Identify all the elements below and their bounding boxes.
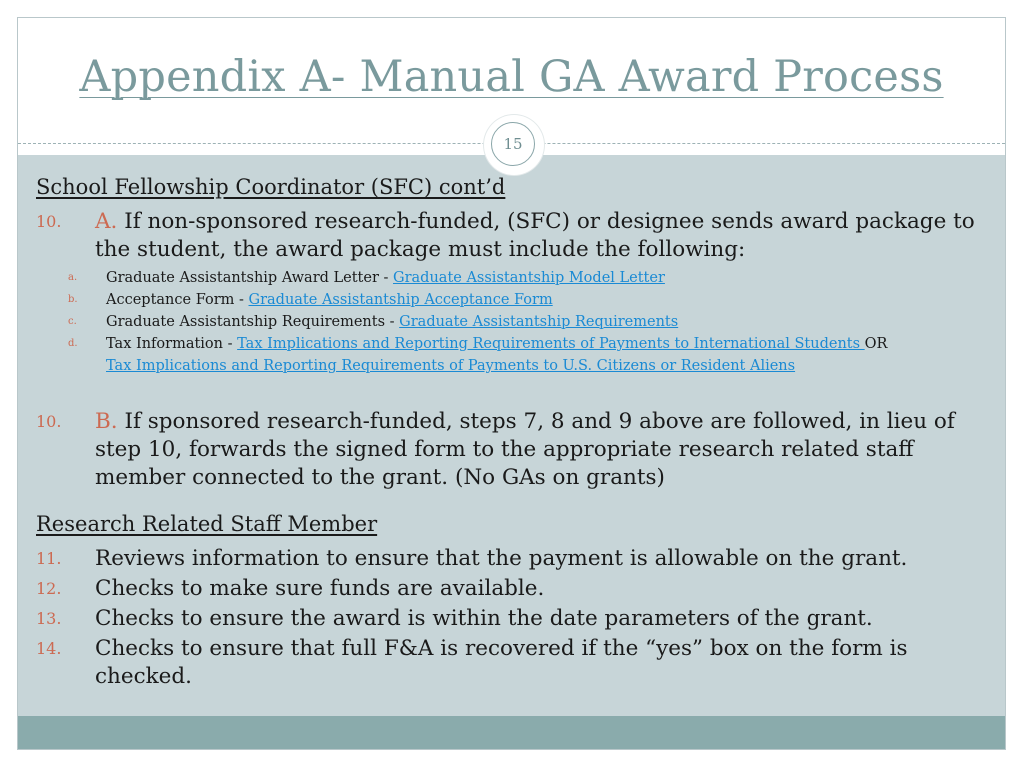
rrsm-section	[36, 512, 987, 536]
item-number: 11.	[36, 549, 62, 568]
page-number: 15	[491, 122, 535, 166]
list-item	[36, 311, 987, 333]
rrsm-heading: Research Related Staff Member	[36, 512, 378, 536]
subitem-label: Graduate Assistantship Award Letter -	[106, 270, 394, 286]
subitem-label: Graduate Assistantship Requirements -	[106, 314, 400, 330]
us-citizen-tax-link[interactable]: Tax Implications and Reporting Requirements of Payments to U.S. Citizens or Resident Aliens	[106, 358, 796, 374]
subitems-list	[36, 267, 987, 377]
sfc-heading: School Fellowship Coordinator (SFC) cont’d	[36, 175, 506, 199]
subitem-letter: a.	[68, 272, 78, 283]
item-text: Checks to make sure funds are available.	[95, 576, 545, 601]
subitem-letter: b.	[68, 294, 78, 305]
item-number: 12.	[36, 579, 62, 598]
or-text: OR	[864, 336, 888, 352]
list-item	[36, 289, 987, 311]
item-10a	[36, 208, 987, 264]
list-item	[36, 605, 987, 633]
list-item	[36, 267, 987, 289]
subitem-letter: d.	[68, 338, 78, 349]
international-tax-link[interactable]: Tax Implications and Reporting Requirements of Payments to International Students	[237, 336, 865, 352]
item-number: 10.	[36, 212, 62, 231]
subitem-label: Tax Information -	[106, 336, 238, 352]
sfc-section	[36, 175, 987, 199]
item-text: Checks to ensure the award is within the date parameters of the grant.	[95, 606, 873, 631]
item-letter: A.	[95, 209, 118, 234]
item-text: Checks to ensure that full F&A is recovered if the “yes” box on the form is checked.	[95, 636, 908, 689]
subitem-letter: c.	[68, 316, 77, 327]
model-letter-link[interactable]: Graduate Assistantship Model Letter	[393, 270, 665, 286]
list-item	[36, 635, 987, 691]
list-item	[36, 545, 987, 573]
item-number: 14.	[36, 639, 62, 658]
requirements-link[interactable]: Graduate Assistantship Requirements	[399, 314, 679, 330]
item-number: 10.	[36, 412, 62, 431]
slide	[17, 17, 1006, 750]
rrsm-list	[36, 545, 987, 691]
item-10b	[36, 408, 987, 492]
list-item	[36, 575, 987, 603]
acceptance-form-link[interactable]: Graduate Assistantship Acceptance Form	[248, 292, 553, 308]
list-item	[36, 333, 987, 377]
item-number: 13.	[36, 609, 62, 628]
content-area	[18, 155, 1005, 716]
bottom-band	[18, 716, 1005, 749]
item-letter: B.	[95, 409, 118, 434]
item-text: If non-sponsored research-funded, (SFC) or designee sends award package to the student, the award package must include the following:	[95, 209, 975, 262]
subitem-label: Acceptance Form -	[106, 292, 249, 308]
item-text: Reviews information to ensure that the payment is allowable on the grant.	[95, 546, 908, 571]
slide-title: Appendix A- Manual GA Award Process	[79, 52, 944, 102]
page-number-badge	[484, 115, 544, 175]
item-text: If sponsored research-funded, steps 7, 8 and 9 above are followed, in lieu of step 10, forwards the signed form to the appropriate research related staff member connected to the grant. (No GAs on grants)	[95, 409, 955, 490]
